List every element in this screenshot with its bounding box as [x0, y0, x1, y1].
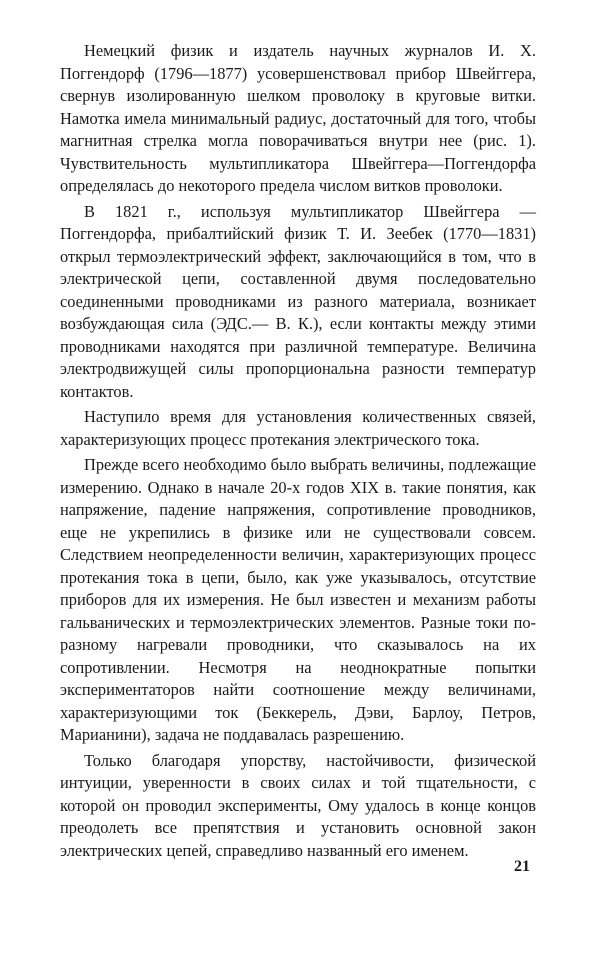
paragraph-1: Немецкий физик и издатель научных журналов И. Х. Поггендорф (1796—1877) усовершенствовал прибор Швейггера, свернув изолированную шелком проволоку в круговые витки. Намотка имела минимальный радиус, достаточный для того, чтобы магнитная стрелка могла поворачиваться внутри нее (рис. 1). Чувствительность мультипликатора Швейггера—Поггендорфа определялась до некоторого предела числом витков проволоки.	[60, 41, 536, 195]
paragraph-5: Только благодаря упорству, настойчивости, физической интуиции, уверенности в своих силах и той тщательности, с которой он проводил эксперименты, Ому удалось в конце концов преодолеть все препятствия и установить основной закон электрических цепей, справедливо названный его именем.	[60, 750, 536, 860]
page-body	[60, 40, 536, 862]
paragraph-3: Наступило время для установления количественных связей, характеризующих процесс протекания электрического тока.	[60, 407, 536, 449]
page-number: 21	[514, 858, 530, 875]
paragraph-4: Прежде всего необходимо было выбрать величины, подлежащие измерению. Однако в начале 20-х годов XIX в. такие понятия, как напряжение, падение напряжения, сопротивление проводников, еще не укрепились в физике или не существовали совсем. Следствием неопределенности величин, характеризующих процесс протекания тока в цепи, было, как уже указывалось, отсутствие приборов для их измерения. Не был известен и механизм работы гальванических и термоэлектрических элементов. Разные токи по-разному нагревали проводники, что сказывалось на их сопротивлении. Несмотря на неоднократные попытки экспериментаторов найти соотношение между величинами, характеризующими ток (Беккерель, Дэви, Барлоу, Петров, Марианини), задача не поддавалась разрешению.	[60, 455, 536, 744]
paragraph-2: В 1821 г., используя мультипликатор Швейггера — Поггендорфа, прибалтийский физик Т. И. Зеебек (1770—1831) открыл термоэлектрический эффект, заключающийся в том, что в электрической цепи, составленной двумя последовательно соединенными проводниками из разного материала, возникает возбуждающая сила (ЭДС.— В. К.), если контакты между этими проводниками находятся при различной температуре. Величина электродвижущей силы пропорциональна разности температур контактов.	[60, 201, 536, 401]
